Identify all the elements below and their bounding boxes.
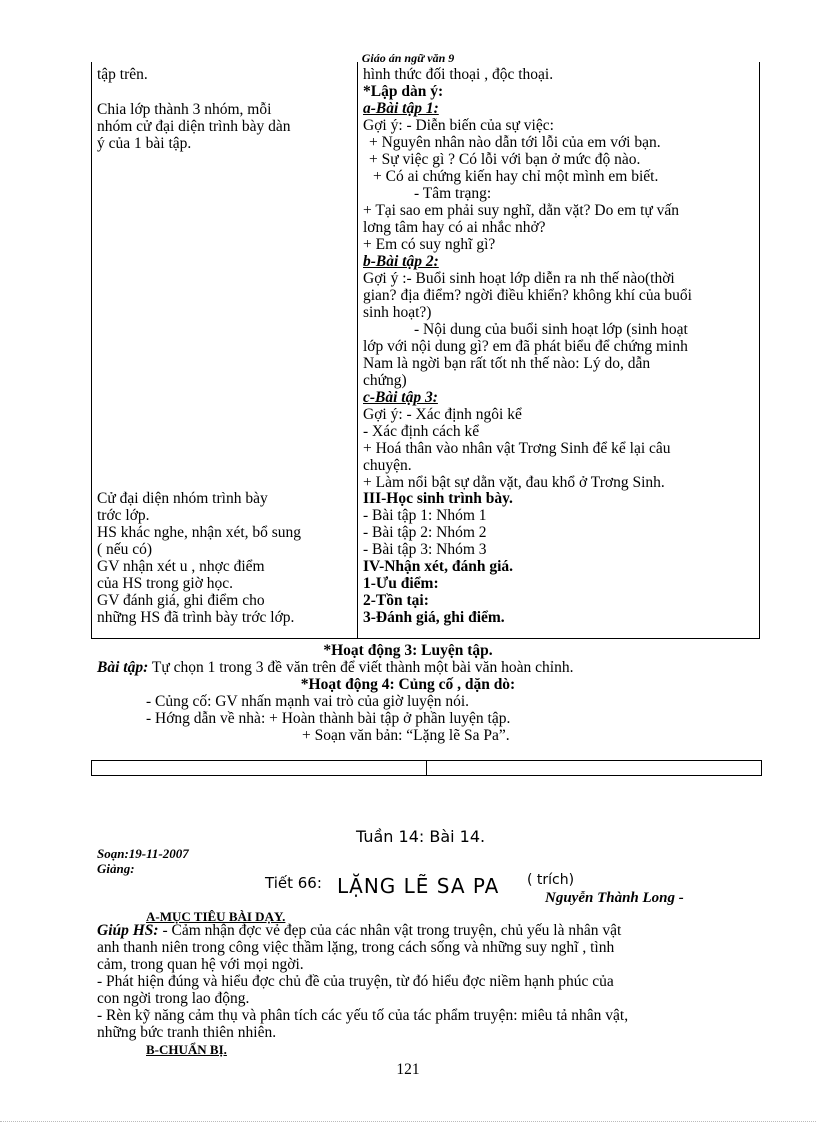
goals-text: - Cảm nhận đợc vẻ đẹp của các nhân vật trong truyện, chủ yếu là nhân vật [158, 922, 622, 939]
right-heading: a-Bài tập 1: [363, 100, 439, 117]
right-text: Nam là ngời bạn rất tốt nh thế nào: Lý do, dẫn [363, 355, 651, 372]
soan-date: Soạn:19-11-2007 [97, 846, 189, 861]
right-text: + Tại sao em phải suy nghĩ, dằn vặt? Do em tự vấn [363, 202, 680, 219]
section-b-heading: B-CHUẨN BỊ. [146, 1042, 227, 1057]
right-text: Gợi ý: - Diễn biến của sự việc: [363, 117, 554, 134]
left-text: nhóm cử đại diện trình bày dàn [97, 118, 291, 135]
right-text: chuyện. [363, 457, 412, 474]
section-a-heading: A-MỤC TIÊU BÀI DẠY. [146, 909, 286, 924]
right-text: - Xác định cách kể [363, 423, 480, 440]
empty-table-divider [426, 761, 427, 775]
left-text: trớc lớp. [97, 507, 150, 524]
right-text: + Sự việc gì ? Có lỗi với bạn ở mức độ nào. [369, 151, 641, 168]
right-text: + Có ai chứng kiến hay chỉ một mình em biết. [373, 168, 659, 185]
right-text: - Tâm trạng: [414, 185, 492, 202]
right-text: Gợi ý: - Xác định ngôi kể [363, 406, 522, 423]
right-text: - Bài tập 2: Nhóm 2 [363, 524, 487, 541]
right-heading: *Lập dàn ý: [363, 83, 444, 100]
right-text: + Nguyên nhân nào dẫn tới lỗi của em với bạn. [369, 134, 661, 151]
lesson-author: Nguyễn Thành Long - [545, 890, 684, 906]
empty-table [91, 760, 762, 776]
goals-line: - Rèn kỹ năng cảm thụ và phân tích các yếu tố của tác phẩm truyện: miêu tả nhân vật, [97, 1007, 629, 1024]
right-text: Gợi ý :- Buổi sinh hoạt lớp diễn ra nh thế nào(thời [363, 270, 675, 287]
right-text: + Làm nổi bật sự dằn vặt, đau khổ ở Trơng Sinh. [363, 474, 665, 491]
goals-line [97, 922, 621, 939]
goals-label: Giúp HS: [97, 922, 159, 939]
lesson-number: Tiết 66: [265, 874, 322, 892]
activity4-line: - Hớng dẫn về nhà: + Hoàn thành bài tập ở phần luyện tập. [146, 710, 511, 727]
right-text: - Bài tập 1: Nhóm 1 [363, 507, 487, 524]
page-number: 121 [396, 1061, 420, 1078]
activity3-body: Tự chọn 1 trong 3 đề văn trên để viết thành một bài văn hoàn chỉnh. [148, 659, 574, 676]
left-text: Cử đại diện nhóm trình bày [97, 490, 268, 507]
activity3-title: *Hoạt động 3: Luyện tập. [323, 642, 493, 659]
lesson-title: LẶNG LẼ SA PA [337, 874, 500, 898]
right-text: + Hoá thân vào nhân vật Trơng Sinh để kể lại câu [363, 440, 671, 457]
goals-line: cảm, trong quan hệ với mọi ngời. [97, 956, 304, 973]
right-heading: IV-Nhận xét, đánh giá. [363, 558, 514, 575]
goals-line: - Phát hiện đúng và hiểu đợc chủ đề của truyện, từ đó hiểu đợc niềm hạnh phúc của [97, 973, 614, 990]
right-text: hình thức đối thoại , độc thoại. [363, 66, 554, 83]
activity4-line: - Củng cố: GV nhấn mạnh vai trò của giờ luyện nói. [146, 693, 470, 710]
goals-line: anh thanh niên trong công việc thầm lặng, trong cách sống và những suy nghĩ , tình [97, 939, 615, 956]
right-text: lơng tâm hay có ai nhắc nhở? [363, 219, 546, 236]
activity3-label: Bài tập: [97, 659, 149, 676]
activity3-text [97, 659, 573, 676]
goals-line: con ngời trong lao động. [97, 990, 250, 1007]
right-text: gian? địa điểm? ngời điều khiển? không khí của buổi [363, 287, 692, 304]
activity4-title: *Hoạt động 4: Củng cố , dặn dò: [300, 676, 516, 693]
right-heading: III-Học sinh trình bày. [363, 490, 513, 507]
right-text: - Bài tập 3: Nhóm 3 [363, 541, 487, 558]
left-text: GV đánh giá, ghi điểm cho [97, 592, 265, 609]
left-text: của HS trong giờ học. [97, 575, 234, 592]
right-text: chứng) [363, 372, 407, 389]
page-bottom-border [0, 1121, 816, 1122]
left-text: GV nhận xét u , nhợc điểm [97, 558, 265, 575]
left-text: ý của 1 bài tập. [97, 135, 192, 152]
left-text: Chia lớp thành 3 nhóm, mỗi [97, 101, 272, 118]
page-header: Giáo án ngữ văn 9 [361, 51, 455, 65]
left-text: tập trên. [97, 66, 148, 83]
goals-line: những bức tranh thiên nhiên. [97, 1024, 277, 1041]
right-heading: 2-Tồn tại: [363, 592, 429, 609]
left-text: HS khác nghe, nhận xét, bổ sung [97, 524, 302, 541]
right-heading: 1-Ưu điểm: [363, 575, 439, 592]
right-text: - Nội dung của buổi sinh hoạt lớp (sinh hoạt [414, 321, 688, 338]
lesson-trich: ( trích) [527, 872, 575, 888]
right-heading: b-Bài tập 2: [363, 253, 439, 270]
left-text: ( nếu có) [97, 541, 153, 558]
left-text: những HS đã trình bày trớc lớp. [97, 609, 295, 626]
right-heading: 3-Đánh giá, ghi điểm. [363, 609, 505, 626]
table-divider [357, 62, 358, 638]
giang-date: Giảng: [97, 861, 135, 876]
activity4-line: + Soạn văn bản: “Lặng lẽ Sa Pa”. [302, 727, 510, 744]
week-heading: Tuần 14: Bài 14. [356, 827, 486, 846]
right-text: sinh hoạt?) [363, 304, 432, 321]
right-heading: c-Bài tập 3: [363, 389, 438, 406]
right-text: + Em có suy nghĩ gì? [363, 236, 496, 253]
right-text: lớp với nội dung gì? em đã phát biểu để chứng minh [363, 338, 688, 355]
